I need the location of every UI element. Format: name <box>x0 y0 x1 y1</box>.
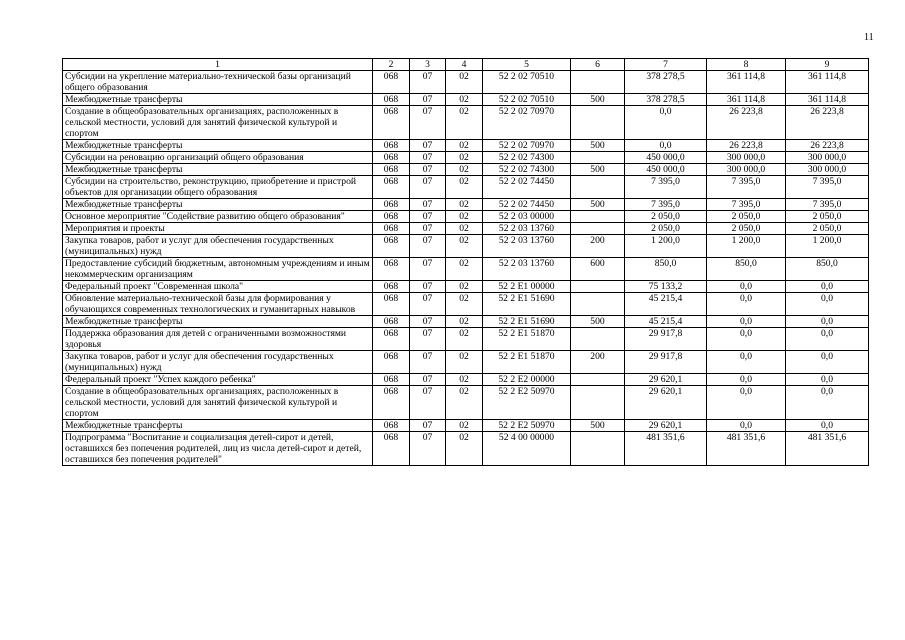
row-target-article: 52 2 E2 50970 <box>483 420 571 432</box>
row-name: Мероприятия и проекты <box>63 223 373 235</box>
row-value-col9: 0,0 <box>786 374 869 386</box>
row-target-article: 52 2 03 13760 <box>483 258 571 281</box>
row-department-code: 068 <box>373 152 410 164</box>
row-target-article: 52 2 E1 51690 <box>483 293 571 316</box>
row-value-col8: 850,0 <box>707 258 786 281</box>
budget-table <box>62 58 869 466</box>
row-value-col9: 0,0 <box>786 316 869 328</box>
table-row <box>63 223 869 235</box>
row-section-code: 07 <box>410 432 446 466</box>
table-row <box>63 211 869 223</box>
row-value-col9: 0,0 <box>786 281 869 293</box>
table-row <box>63 374 869 386</box>
row-expense-type: 500 <box>571 140 625 152</box>
row-name: Межбюджетные трансферты <box>63 140 373 152</box>
row-value-col7: 29 917,8 <box>625 328 707 351</box>
row-department-code: 068 <box>373 94 410 106</box>
row-value-col8: 7 395,0 <box>707 176 786 199</box>
table-row <box>63 152 869 164</box>
row-value-col7: 0,0 <box>625 140 707 152</box>
row-value-col7: 450 000,0 <box>625 152 707 164</box>
table-row <box>63 106 869 140</box>
row-value-col8: 0,0 <box>707 316 786 328</box>
row-value-col9: 300 000,0 <box>786 164 869 176</box>
row-department-code: 068 <box>373 281 410 293</box>
row-department-code: 068 <box>373 328 410 351</box>
table-body <box>63 71 869 466</box>
row-value-col7: 2 050,0 <box>625 223 707 235</box>
column-header: 6 <box>571 59 625 71</box>
row-expense-type: 500 <box>571 199 625 211</box>
row-value-col7: 450 000,0 <box>625 164 707 176</box>
row-target-article: 52 2 02 74300 <box>483 164 571 176</box>
row-value-col7: 75 133,2 <box>625 281 707 293</box>
row-name: Подпрограмма "Воспитание и социализация детей-сирот и детей, оставшихся без попечения родителей, лиц из числа детей-сирот и детей, оставшихся без попечения родителей" <box>63 432 373 466</box>
row-expense-type <box>571 386 625 420</box>
row-department-code: 068 <box>373 106 410 140</box>
row-value-col9: 300 000,0 <box>786 152 869 164</box>
row-department-code: 068 <box>373 374 410 386</box>
row-value-col7: 850,0 <box>625 258 707 281</box>
row-subsection-code: 02 <box>446 199 483 211</box>
row-department-code: 068 <box>373 140 410 152</box>
row-target-article: 52 2 03 13760 <box>483 235 571 258</box>
row-value-col8: 0,0 <box>707 351 786 374</box>
row-section-code: 07 <box>410 281 446 293</box>
row-value-col9: 7 395,0 <box>786 199 869 211</box>
row-section-code: 07 <box>410 211 446 223</box>
row-name: Закупка товаров, работ и услуг для обеспечения государственных (муниципальных) нужд <box>63 235 373 258</box>
row-subsection-code: 02 <box>446 386 483 420</box>
row-expense-type: 500 <box>571 94 625 106</box>
row-expense-type <box>571 106 625 140</box>
row-expense-type <box>571 211 625 223</box>
row-section-code: 07 <box>410 258 446 281</box>
row-value-col9: 26 223,8 <box>786 140 869 152</box>
row-section-code: 07 <box>410 71 446 94</box>
row-department-code: 068 <box>373 223 410 235</box>
row-name: Поддержка образования для детей с ограниченными возможностями здоровья <box>63 328 373 351</box>
row-subsection-code: 02 <box>446 164 483 176</box>
row-target-article: 52 2 E1 00000 <box>483 281 571 293</box>
row-department-code: 068 <box>373 235 410 258</box>
row-target-article: 52 2 02 70970 <box>483 140 571 152</box>
table-row <box>63 420 869 432</box>
row-section-code: 07 <box>410 293 446 316</box>
row-subsection-code: 02 <box>446 140 483 152</box>
row-name: Основное мероприятие "Содействие развитию общего образования" <box>63 211 373 223</box>
row-section-code: 07 <box>410 140 446 152</box>
row-target-article: 52 2 E2 00000 <box>483 374 571 386</box>
row-subsection-code: 02 <box>446 223 483 235</box>
row-target-article: 52 2 E1 51690 <box>483 316 571 328</box>
row-value-col8: 0,0 <box>707 420 786 432</box>
row-target-article: 52 2 02 74450 <box>483 199 571 211</box>
row-value-col8: 0,0 <box>707 293 786 316</box>
row-value-col8: 300 000,0 <box>707 164 786 176</box>
row-value-col8: 0,0 <box>707 281 786 293</box>
row-subsection-code: 02 <box>446 432 483 466</box>
row-expense-type <box>571 374 625 386</box>
table-row <box>63 293 869 316</box>
row-department-code: 068 <box>373 316 410 328</box>
page-number: 11 <box>864 32 874 43</box>
row-name: Субсидии на укрепление материально-технической базы организаций общего образования <box>63 71 373 94</box>
row-department-code: 068 <box>373 164 410 176</box>
row-target-article: 52 2 02 70510 <box>483 94 571 106</box>
row-subsection-code: 02 <box>446 152 483 164</box>
table-row <box>63 328 869 351</box>
row-target-article: 52 2 02 70970 <box>483 106 571 140</box>
row-value-col8: 361 114,8 <box>707 94 786 106</box>
row-name: Федеральный проект "Успех каждого ребенка" <box>63 374 373 386</box>
row-section-code: 07 <box>410 199 446 211</box>
row-value-col9: 0,0 <box>786 293 869 316</box>
row-expense-type <box>571 176 625 199</box>
column-header: 3 <box>410 59 446 71</box>
row-section-code: 07 <box>410 164 446 176</box>
table-row <box>63 199 869 211</box>
table-row <box>63 94 869 106</box>
row-value-col7: 2 050,0 <box>625 211 707 223</box>
row-value-col9: 2 050,0 <box>786 211 869 223</box>
row-value-col7: 0,0 <box>625 106 707 140</box>
row-department-code: 068 <box>373 176 410 199</box>
column-header: 7 <box>625 59 707 71</box>
row-expense-type: 500 <box>571 420 625 432</box>
row-value-col8: 361 114,8 <box>707 71 786 94</box>
table-row <box>63 140 869 152</box>
row-expense-type <box>571 293 625 316</box>
row-target-article: 52 2 02 74450 <box>483 176 571 199</box>
table-row <box>63 432 869 466</box>
row-subsection-code: 02 <box>446 71 483 94</box>
row-value-col9: 0,0 <box>786 328 869 351</box>
row-expense-type <box>571 71 625 94</box>
row-value-col7: 1 200,0 <box>625 235 707 258</box>
row-subsection-code: 02 <box>446 258 483 281</box>
row-value-col7: 45 215,4 <box>625 293 707 316</box>
column-header: 8 <box>707 59 786 71</box>
row-value-col7: 378 278,5 <box>625 94 707 106</box>
column-header: 2 <box>373 59 410 71</box>
row-value-col8: 26 223,8 <box>707 106 786 140</box>
row-section-code: 07 <box>410 235 446 258</box>
row-expense-type: 500 <box>571 316 625 328</box>
row-value-col8: 1 200,0 <box>707 235 786 258</box>
row-subsection-code: 02 <box>446 176 483 199</box>
header-row <box>63 59 869 71</box>
row-subsection-code: 02 <box>446 94 483 106</box>
row-subsection-code: 02 <box>446 328 483 351</box>
row-subsection-code: 02 <box>446 374 483 386</box>
row-department-code: 068 <box>373 351 410 374</box>
row-subsection-code: 02 <box>446 235 483 258</box>
column-header: 1 <box>63 59 373 71</box>
row-name: Межбюджетные трансферты <box>63 94 373 106</box>
row-name: Создание в общеобразовательных организациях, расположенных в сельской местности, условий для занятий физической культурой и спортом <box>63 386 373 420</box>
row-name: Межбюджетные трансферты <box>63 420 373 432</box>
row-name: Межбюджетные трансферты <box>63 164 373 176</box>
row-value-col8: 2 050,0 <box>707 223 786 235</box>
row-name: Субсидии на строительство, реконструкцию, приобретение и пристрой объектов для организации общего образования <box>63 176 373 199</box>
row-value-col9: 1 200,0 <box>786 235 869 258</box>
row-value-col9: 2 050,0 <box>786 223 869 235</box>
row-expense-type: 200 <box>571 235 625 258</box>
row-name: Субсидии на реновацию организаций общего образования <box>63 152 373 164</box>
table-row <box>63 281 869 293</box>
row-value-col8: 7 395,0 <box>707 199 786 211</box>
row-value-col8: 26 223,8 <box>707 140 786 152</box>
row-section-code: 07 <box>410 223 446 235</box>
row-expense-type <box>571 432 625 466</box>
row-value-col7: 481 351,6 <box>625 432 707 466</box>
row-value-col7: 29 620,1 <box>625 386 707 420</box>
row-value-col8: 0,0 <box>707 328 786 351</box>
row-subsection-code: 02 <box>446 316 483 328</box>
row-value-col7: 7 395,0 <box>625 199 707 211</box>
row-subsection-code: 02 <box>446 211 483 223</box>
table-row <box>63 235 869 258</box>
table-row <box>63 176 869 199</box>
row-section-code: 07 <box>410 176 446 199</box>
row-section-code: 07 <box>410 351 446 374</box>
row-target-article: 52 4 00 00000 <box>483 432 571 466</box>
row-name: Федеральный проект "Современная школа" <box>63 281 373 293</box>
row-value-col7: 378 278,5 <box>625 71 707 94</box>
column-header: 4 <box>446 59 483 71</box>
row-name: Предоставление субсидий бюджетным, автономным учреждениям и иным некоммерческим организациям <box>63 258 373 281</box>
row-target-article: 52 2 E1 51870 <box>483 351 571 374</box>
row-name: Создание в общеобразовательных организациях, расположенных в сельской местности, условий для занятий физической культурой и спортом <box>63 106 373 140</box>
row-value-col7: 45 215,4 <box>625 316 707 328</box>
row-value-col9: 0,0 <box>786 351 869 374</box>
row-name: Межбюджетные трансферты <box>63 199 373 211</box>
row-value-col7: 29 620,1 <box>625 374 707 386</box>
row-department-code: 068 <box>373 420 410 432</box>
row-target-article: 52 2 E1 51870 <box>483 328 571 351</box>
row-target-article: 52 2 03 00000 <box>483 211 571 223</box>
row-value-col8: 481 351,6 <box>707 432 786 466</box>
row-target-article: 52 2 E2 50970 <box>483 386 571 420</box>
row-section-code: 07 <box>410 316 446 328</box>
row-name: Закупка товаров, работ и услуг для обеспечения государственных (муниципальных) нужд <box>63 351 373 374</box>
row-department-code: 068 <box>373 293 410 316</box>
row-department-code: 068 <box>373 71 410 94</box>
table-row <box>63 71 869 94</box>
row-section-code: 07 <box>410 328 446 351</box>
row-value-col8: 0,0 <box>707 386 786 420</box>
row-subsection-code: 02 <box>446 351 483 374</box>
row-value-col9: 0,0 <box>786 420 869 432</box>
row-value-col8: 300 000,0 <box>707 152 786 164</box>
row-value-col7: 29 620,1 <box>625 420 707 432</box>
table-row <box>63 386 869 420</box>
row-section-code: 07 <box>410 420 446 432</box>
row-expense-type <box>571 328 625 351</box>
table-row <box>63 316 869 328</box>
row-target-article: 52 2 02 70510 <box>483 71 571 94</box>
row-department-code: 068 <box>373 258 410 281</box>
row-value-col8: 2 050,0 <box>707 211 786 223</box>
row-department-code: 068 <box>373 386 410 420</box>
row-department-code: 068 <box>373 432 410 466</box>
row-subsection-code: 02 <box>446 420 483 432</box>
row-target-article: 52 2 02 74300 <box>483 152 571 164</box>
row-expense-type: 200 <box>571 351 625 374</box>
row-section-code: 07 <box>410 386 446 420</box>
row-value-col7: 7 395,0 <box>625 176 707 199</box>
row-department-code: 068 <box>373 211 410 223</box>
row-expense-type <box>571 152 625 164</box>
row-department-code: 068 <box>373 199 410 211</box>
row-subsection-code: 02 <box>446 293 483 316</box>
row-value-col8: 0,0 <box>707 374 786 386</box>
column-header: 5 <box>483 59 571 71</box>
row-value-col9: 7 395,0 <box>786 176 869 199</box>
row-value-col9: 361 114,8 <box>786 71 869 94</box>
row-expense-type <box>571 281 625 293</box>
row-section-code: 07 <box>410 152 446 164</box>
row-expense-type: 600 <box>571 258 625 281</box>
row-subsection-code: 02 <box>446 281 483 293</box>
row-value-col9: 26 223,8 <box>786 106 869 140</box>
row-value-col9: 361 114,8 <box>786 94 869 106</box>
row-subsection-code: 02 <box>446 106 483 140</box>
row-expense-type <box>571 223 625 235</box>
row-value-col9: 481 351,6 <box>786 432 869 466</box>
row-target-article: 52 2 03 13760 <box>483 223 571 235</box>
table-row <box>63 351 869 374</box>
row-value-col9: 0,0 <box>786 386 869 420</box>
table-row <box>63 258 869 281</box>
row-value-col9: 850,0 <box>786 258 869 281</box>
row-value-col7: 29 917,8 <box>625 351 707 374</box>
row-expense-type: 500 <box>571 164 625 176</box>
table-row <box>63 164 869 176</box>
column-header: 9 <box>786 59 869 71</box>
row-name: Обновление материально-технической базы для формирования у обучающихся современных технологических и гуманитарных навыков <box>63 293 373 316</box>
row-name: Межбюджетные трансферты <box>63 316 373 328</box>
row-section-code: 07 <box>410 106 446 140</box>
row-section-code: 07 <box>410 374 446 386</box>
row-section-code: 07 <box>410 94 446 106</box>
